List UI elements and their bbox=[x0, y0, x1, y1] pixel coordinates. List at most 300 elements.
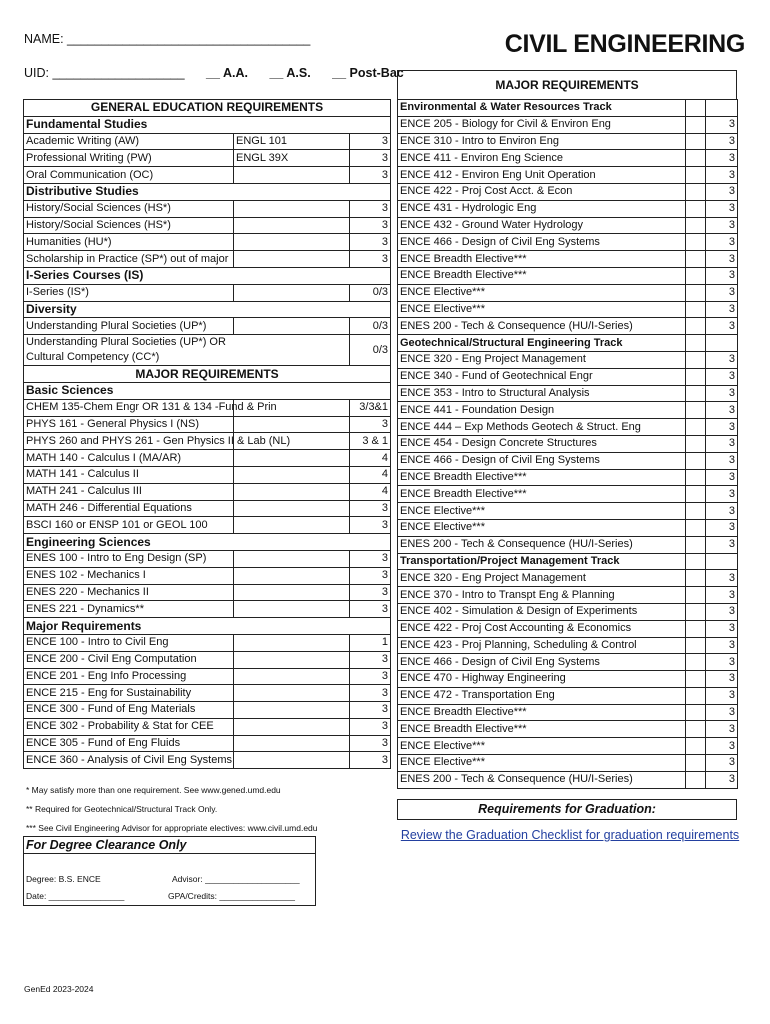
course-code bbox=[234, 634, 350, 651]
empty-cell bbox=[686, 570, 706, 587]
table-row bbox=[398, 603, 738, 620]
empty-cell bbox=[686, 654, 706, 671]
course-code bbox=[234, 167, 350, 184]
credits-value: 3 bbox=[350, 416, 391, 433]
empty-cell bbox=[686, 771, 706, 788]
credits-value: 3 bbox=[706, 133, 738, 150]
credits-value: 3 bbox=[706, 167, 738, 184]
table-row bbox=[24, 752, 391, 769]
table-row bbox=[398, 771, 738, 788]
course-name: ENCE 412 - Environ Eng Unit Operation bbox=[398, 167, 686, 184]
table-row bbox=[398, 536, 738, 553]
requirement-name: MATH 241 - Calculus III bbox=[24, 483, 234, 500]
course-name: ENCE 320 - Eng Project Management bbox=[398, 351, 686, 368]
empty-cell bbox=[686, 351, 706, 368]
table-row bbox=[398, 167, 738, 184]
course-code bbox=[234, 752, 350, 769]
clearance-title: For Degree Clearance Only bbox=[24, 837, 315, 854]
course-code bbox=[234, 217, 350, 234]
graduation-checklist-link[interactable]: Review the Graduation Checklist for graduation requirements bbox=[400, 828, 740, 842]
gened-year: GenEd 2023-2024 bbox=[24, 984, 94, 994]
credits-value: 4 bbox=[350, 483, 391, 500]
option-aa[interactable]: __ A.A. bbox=[206, 66, 248, 80]
table-row bbox=[24, 634, 391, 651]
date-field[interactable]: Date: ________________ bbox=[26, 891, 125, 901]
course-name: ENCE 402 - Simulation & Design of Experiments bbox=[398, 603, 686, 620]
credits-value: 3 bbox=[706, 519, 738, 536]
course-name: ENCE 466 - Design of Civil Eng Systems bbox=[398, 654, 686, 671]
uid-field[interactable]: UID: ___________________ bbox=[24, 66, 185, 80]
course-code bbox=[234, 584, 350, 601]
empty-cell bbox=[686, 100, 706, 117]
iseries-title-text: I-Series Courses (IS) bbox=[24, 267, 391, 284]
empty-cell bbox=[686, 704, 706, 721]
credits-value: 3 bbox=[350, 735, 391, 752]
course-name: ENCE 470 - Highway Engineering bbox=[398, 671, 686, 688]
course-code bbox=[234, 668, 350, 685]
empty-cell bbox=[686, 251, 706, 268]
credits-value: 3 & 1 bbox=[350, 433, 391, 450]
empty-cell bbox=[686, 469, 706, 486]
course-name: ENCE 444 – Exp Methods Geotech & Struct. Eng bbox=[398, 419, 686, 436]
course-name: ENES 200 - Tech & Consequence (HU/I-Series) bbox=[398, 318, 686, 335]
table-row bbox=[398, 570, 738, 587]
requirement-name: ENCE 201 - Eng Info Processing bbox=[24, 668, 234, 685]
credits-value: 3 bbox=[706, 687, 738, 704]
credits-value: 3 bbox=[706, 435, 738, 452]
table-row bbox=[398, 519, 738, 536]
option-as[interactable]: __ A.S. bbox=[269, 66, 311, 80]
empty-cell bbox=[686, 234, 706, 251]
distributive-studies-title-text: Distributive Studies bbox=[24, 183, 391, 200]
course-name: ENCE 454 - Design Concrete Structures bbox=[398, 435, 686, 452]
table-row bbox=[24, 318, 391, 335]
gen-ed-header bbox=[24, 100, 391, 117]
empty-cell bbox=[686, 687, 706, 704]
credits-value: 3 bbox=[350, 567, 391, 584]
course-name: ENCE Elective*** bbox=[398, 503, 686, 520]
credits-value: 3 bbox=[706, 267, 738, 284]
track-title: Transportation/Project Management Track bbox=[398, 553, 686, 570]
empty-cell bbox=[686, 301, 706, 318]
credits-value: 3 bbox=[350, 200, 391, 217]
requirement-name: CHEM 135-Chem Engr OR 131 & 134 -Fund & Prin bbox=[24, 399, 234, 416]
empty-cell bbox=[686, 116, 706, 133]
credits-value: 0/3 bbox=[350, 335, 391, 366]
table-row bbox=[398, 419, 738, 436]
course-code: ENGL 101 bbox=[234, 133, 350, 150]
requirement-name: BSCI 160 or ENSP 101 or GEOL 100 bbox=[24, 517, 234, 534]
table-row bbox=[398, 637, 738, 654]
credits-value: 3 bbox=[706, 755, 738, 772]
empty-cell bbox=[686, 385, 706, 402]
requirement-name: ENCE 305 - Fund of Eng Fluids bbox=[24, 735, 234, 752]
table-row bbox=[398, 755, 738, 772]
table-row bbox=[24, 399, 391, 416]
gen-ed-header-text: GENERAL EDUCATION REQUIREMENTS bbox=[24, 100, 391, 117]
table-row bbox=[24, 234, 391, 251]
credits-value: 3/3&1 bbox=[350, 399, 391, 416]
credits-value: 3 bbox=[350, 668, 391, 685]
credits-value: 3 bbox=[350, 133, 391, 150]
table-row bbox=[398, 620, 738, 637]
course-name: ENCE 340 - Fund of Geotechnical Engr bbox=[398, 368, 686, 385]
table-row bbox=[398, 133, 738, 150]
course-code bbox=[234, 735, 350, 752]
empty-cell bbox=[686, 150, 706, 167]
empty-cell bbox=[686, 620, 706, 637]
table-row bbox=[24, 550, 391, 567]
uid-line bbox=[24, 66, 404, 80]
credits-value: 3 bbox=[350, 685, 391, 702]
table-row bbox=[24, 685, 391, 702]
table-row bbox=[24, 735, 391, 752]
table-row bbox=[398, 687, 738, 704]
table-row bbox=[24, 651, 391, 668]
course-code bbox=[234, 550, 350, 567]
credits-value: 3 bbox=[350, 234, 391, 251]
engineering-sciences-title bbox=[24, 534, 391, 551]
requirement-name: MATH 140 - Calculus I (MA/AR) bbox=[24, 450, 234, 467]
credits-value: 3 bbox=[350, 601, 391, 618]
course-code bbox=[234, 483, 350, 500]
requirement-name: ENCE 302 - Probability & Stat for CEE bbox=[24, 718, 234, 735]
table-row bbox=[398, 435, 738, 452]
credits-value: 3 bbox=[706, 318, 738, 335]
table-row bbox=[398, 284, 738, 301]
major-requirements-title-text: Major Requirements bbox=[24, 618, 391, 635]
requirement-name: ENES 221 - Dynamics** bbox=[24, 601, 234, 618]
major-requirements-title bbox=[24, 618, 391, 635]
credits-value: 3 bbox=[350, 517, 391, 534]
credits-value: 3 bbox=[706, 704, 738, 721]
empty-cell bbox=[686, 637, 706, 654]
credits-value: 3 bbox=[706, 251, 738, 268]
course-name: ENCE 353 - Intro to Structural Analysis bbox=[398, 385, 686, 402]
course-name: ENCE Breadth Elective*** bbox=[398, 267, 686, 284]
empty-cell bbox=[686, 167, 706, 184]
table-row bbox=[398, 671, 738, 688]
course-name: ENCE 370 - Intro to Transpt Eng & Planning bbox=[398, 587, 686, 604]
requirement-name: History/Social Sciences (HS*) bbox=[24, 217, 234, 234]
course-name: ENCE Breadth Elective*** bbox=[398, 704, 686, 721]
credits-value: 3 bbox=[706, 301, 738, 318]
empty-cell bbox=[686, 486, 706, 503]
course-code bbox=[234, 200, 350, 217]
credits-value: 4 bbox=[350, 450, 391, 467]
course-name: ENCE 310 - Intro to Environ Eng bbox=[398, 133, 686, 150]
credits-value: 3 bbox=[706, 603, 738, 620]
credits-value: 3 bbox=[706, 368, 738, 385]
course-name: ENCE Elective*** bbox=[398, 301, 686, 318]
requirement-name: Professional Writing (PW) bbox=[24, 150, 234, 167]
table-row bbox=[24, 416, 391, 433]
table-row bbox=[24, 567, 391, 584]
right-major-header: MAJOR REQUIREMENTS bbox=[397, 70, 737, 100]
table-row bbox=[398, 402, 738, 419]
course-code bbox=[234, 416, 350, 433]
empty-cell bbox=[686, 402, 706, 419]
requirement-name: PHYS 161 - General Physics I (NS) bbox=[24, 416, 234, 433]
table-row bbox=[24, 517, 391, 534]
diversity-title-text: Diversity bbox=[24, 301, 391, 318]
course-code bbox=[234, 234, 350, 251]
table-row bbox=[398, 150, 738, 167]
credits-value: 3 bbox=[706, 452, 738, 469]
course-code bbox=[234, 601, 350, 618]
footnote-2: ** Required for Geotechnical/Structural Track Only. bbox=[26, 804, 218, 814]
table-row bbox=[24, 601, 391, 618]
table-row bbox=[398, 587, 738, 604]
requirement-name: Humanities (HU*) bbox=[24, 234, 234, 251]
credits-value: 3 bbox=[706, 503, 738, 520]
empty-cell bbox=[686, 738, 706, 755]
course-code bbox=[234, 251, 350, 268]
requirement-name: ENCE 300 - Fund of Eng Materials bbox=[24, 702, 234, 719]
empty-cell bbox=[686, 200, 706, 217]
credits-value: 3 bbox=[706, 385, 738, 402]
table-row bbox=[24, 466, 391, 483]
track-title: Geotechnical/Structural Engineering Track bbox=[398, 335, 686, 352]
table-row bbox=[398, 234, 738, 251]
requirement-name: MATH 246 - Differential Equations bbox=[24, 500, 234, 517]
right-track-table bbox=[397, 99, 738, 789]
course-code bbox=[234, 466, 350, 483]
table-row bbox=[24, 284, 391, 301]
empty-cell bbox=[686, 435, 706, 452]
course-name: ENCE 466 - Design of Civil Eng Systems bbox=[398, 452, 686, 469]
track-title-row bbox=[398, 553, 738, 570]
course-name: ENCE 441 - Foundation Design bbox=[398, 402, 686, 419]
credits-value: 3 bbox=[706, 183, 738, 200]
course-name: ENCE 411 - Environ Eng Science bbox=[398, 150, 686, 167]
fundamental-studies-title-text: Fundamental Studies bbox=[24, 116, 391, 133]
course-code bbox=[234, 500, 350, 517]
credits-value: 3 bbox=[350, 150, 391, 167]
credits-value: 3 bbox=[706, 671, 738, 688]
course-code bbox=[234, 567, 350, 584]
table-row bbox=[24, 483, 391, 500]
advisor-field[interactable]: Advisor: ____________________ bbox=[172, 874, 300, 884]
empty-cell bbox=[686, 335, 706, 352]
credits-value: 3 bbox=[706, 234, 738, 251]
credits-value: 3 bbox=[350, 500, 391, 517]
requirements-for-graduation-title: Requirements for Graduation: bbox=[397, 799, 737, 820]
requirement-name: Understanding Plural Societies (UP*) bbox=[24, 318, 234, 335]
table-row bbox=[398, 738, 738, 755]
empty-cell bbox=[686, 284, 706, 301]
credits-value: 3 bbox=[706, 620, 738, 637]
course-name: ENES 200 - Tech & Consequence (HU/I-Series) bbox=[398, 536, 686, 553]
empty-cell bbox=[686, 368, 706, 385]
credits-value: 3 bbox=[706, 469, 738, 486]
credits-value: 3 bbox=[350, 251, 391, 268]
empty-cell bbox=[686, 183, 706, 200]
credits-value: 3 bbox=[350, 718, 391, 735]
course-name: ENCE Breadth Elective*** bbox=[398, 721, 686, 738]
course-name: ENCE 422 - Proj Cost Acct. & Econ bbox=[398, 183, 686, 200]
credits-value: 3 bbox=[706, 721, 738, 738]
table-row bbox=[24, 251, 391, 268]
credits-value: 3 bbox=[706, 587, 738, 604]
credits-value: 3 bbox=[706, 486, 738, 503]
track-title-row bbox=[398, 335, 738, 352]
empty-cell bbox=[686, 318, 706, 335]
empty-cell bbox=[706, 335, 738, 352]
gpa-credits-field[interactable]: GPA/Credits: ________________ bbox=[168, 891, 295, 901]
major-requirements-header bbox=[24, 366, 391, 383]
requirement-name bbox=[24, 335, 350, 366]
empty-cell bbox=[706, 553, 738, 570]
course-code bbox=[234, 718, 350, 735]
table-row bbox=[24, 200, 391, 217]
credits-value: 0/3 bbox=[350, 284, 391, 301]
credits-value: 0/3 bbox=[350, 318, 391, 335]
empty-cell bbox=[686, 503, 706, 520]
table-row bbox=[24, 150, 391, 167]
degree-clearance-box bbox=[23, 836, 316, 906]
requirement-name: Scholarship in Practice (SP*) out of major bbox=[24, 251, 234, 268]
credits-value: 3 bbox=[350, 167, 391, 184]
course-name: ENCE 472 - Transportation Eng bbox=[398, 687, 686, 704]
empty-cell bbox=[686, 419, 706, 436]
engineering-sciences-title-text: Engineering Sciences bbox=[24, 534, 391, 551]
course-name: ENCE Breadth Elective*** bbox=[398, 251, 686, 268]
table-row bbox=[398, 704, 738, 721]
credits-value: 3 bbox=[350, 217, 391, 234]
requirement-name: ENCE 215 - Eng for Sustainability bbox=[24, 685, 234, 702]
course-code bbox=[234, 450, 350, 467]
empty-cell bbox=[686, 267, 706, 284]
major-requirements-header-text: MAJOR REQUIREMENTS bbox=[24, 366, 391, 383]
course-name: ENCE Elective*** bbox=[398, 755, 686, 772]
credits-value: 3 bbox=[706, 637, 738, 654]
empty-cell bbox=[686, 452, 706, 469]
table-row bbox=[398, 503, 738, 520]
credits-value: 3 bbox=[350, 651, 391, 668]
course-name: ENCE Elective*** bbox=[398, 519, 686, 536]
empty-cell bbox=[686, 603, 706, 620]
table-row bbox=[398, 217, 738, 234]
course-name: ENCE Elective*** bbox=[398, 738, 686, 755]
fundamental-studies-title bbox=[24, 116, 391, 133]
basic-sciences-title-text: Basic Sciences bbox=[24, 382, 391, 399]
table-row bbox=[398, 721, 738, 738]
table-row bbox=[24, 450, 391, 467]
iseries-title bbox=[24, 267, 391, 284]
course-name: ENCE 431 - Hydrologic Eng bbox=[398, 200, 686, 217]
table-row bbox=[398, 200, 738, 217]
table-row bbox=[24, 718, 391, 735]
table-row bbox=[398, 452, 738, 469]
table-row bbox=[24, 668, 391, 685]
credits-value: 3 bbox=[706, 150, 738, 167]
course-code bbox=[234, 651, 350, 668]
requirement-name-line-2: Cultural Competency (CC*) bbox=[26, 351, 160, 364]
table-row bbox=[398, 385, 738, 402]
page-title: CIVIL ENGINEERING bbox=[504, 30, 745, 58]
table-row bbox=[398, 654, 738, 671]
course-code bbox=[234, 284, 350, 301]
option-postbac[interactable]: __ Post-Bac bbox=[332, 66, 404, 80]
distributive-studies-title bbox=[24, 183, 391, 200]
course-name: ENCE 432 - Ground Water Hydrology bbox=[398, 217, 686, 234]
requirement-name: I-Series (IS*) bbox=[24, 284, 234, 301]
credits-value: 3 bbox=[706, 284, 738, 301]
requirement-name-line-1: Understanding Plural Societies (UP*) OR bbox=[26, 336, 226, 349]
requirement-name: ENCE 360 - Analysis of Civil Eng Systems bbox=[24, 752, 234, 769]
credits-value: 1 bbox=[350, 634, 391, 651]
course-code: ENGL 39X bbox=[234, 150, 350, 167]
empty-cell bbox=[686, 536, 706, 553]
empty-cell bbox=[686, 587, 706, 604]
credits-value: 3 bbox=[706, 419, 738, 436]
credits-value: 3 bbox=[350, 752, 391, 769]
course-name: ENES 200 - Tech & Consequence (HU/I-Series) bbox=[398, 771, 686, 788]
course-name: ENCE Breadth Elective*** bbox=[398, 469, 686, 486]
credits-value: 3 bbox=[706, 116, 738, 133]
requirement-name: ENCE 100 - Intro to Civil Eng bbox=[24, 634, 234, 651]
requirement-name: ENES 102 - Mechanics I bbox=[24, 567, 234, 584]
credits-value: 3 bbox=[706, 738, 738, 755]
credits-value: 3 bbox=[350, 584, 391, 601]
table-row bbox=[398, 351, 738, 368]
empty-cell bbox=[706, 100, 738, 117]
requirement-name: PHYS 260 and PHYS 261 - Gen Physics II & Lab (NL) bbox=[24, 433, 234, 450]
requirement-name: ENES 100 - Intro to Eng Design (SP) bbox=[24, 550, 234, 567]
credits-value: 3 bbox=[706, 217, 738, 234]
empty-cell bbox=[686, 721, 706, 738]
empty-cell bbox=[686, 755, 706, 772]
table-row bbox=[398, 116, 738, 133]
course-code bbox=[234, 685, 350, 702]
credits-value: 3 bbox=[706, 654, 738, 671]
table-row bbox=[24, 335, 391, 366]
table-row bbox=[398, 267, 738, 284]
table-row bbox=[24, 433, 391, 450]
requirement-name: Academic Writing (AW) bbox=[24, 133, 234, 150]
table-row bbox=[24, 702, 391, 719]
course-code bbox=[234, 318, 350, 335]
credits-value: 3 bbox=[350, 702, 391, 719]
course-name: ENCE 423 - Proj Planning, Scheduling & Control bbox=[398, 637, 686, 654]
course-code bbox=[234, 517, 350, 534]
table-row bbox=[24, 584, 391, 601]
course-name: ENCE Breadth Elective*** bbox=[398, 486, 686, 503]
name-field-line[interactable]: NAME: ___________________________________ bbox=[24, 32, 311, 46]
track-title: Environmental & Water Resources Track bbox=[398, 100, 686, 117]
credits-value: 3 bbox=[706, 200, 738, 217]
footnote-3: *** See Civil Engineering Advisor for appropriate electives: www.civil.umd.edu bbox=[26, 823, 318, 833]
table-row bbox=[398, 368, 738, 385]
table-row bbox=[24, 217, 391, 234]
course-name: ENCE 422 - Proj Cost Accounting & Economics bbox=[398, 620, 686, 637]
empty-cell bbox=[686, 553, 706, 570]
requirement-name: Oral Communication (OC) bbox=[24, 167, 234, 184]
degree-label: Degree: B.S. ENCE bbox=[26, 874, 101, 884]
table-row bbox=[398, 486, 738, 503]
empty-cell bbox=[686, 133, 706, 150]
empty-cell bbox=[686, 217, 706, 234]
course-name: ENCE 320 - Eng Project Management bbox=[398, 570, 686, 587]
table-row bbox=[398, 301, 738, 318]
table-row bbox=[24, 500, 391, 517]
credits-value: 3 bbox=[706, 771, 738, 788]
track-title-row bbox=[398, 100, 738, 117]
requirement-name: ENES 220 - Mechanics II bbox=[24, 584, 234, 601]
diversity-title bbox=[24, 301, 391, 318]
requirement-name: ENCE 200 - Civil Eng Computation bbox=[24, 651, 234, 668]
